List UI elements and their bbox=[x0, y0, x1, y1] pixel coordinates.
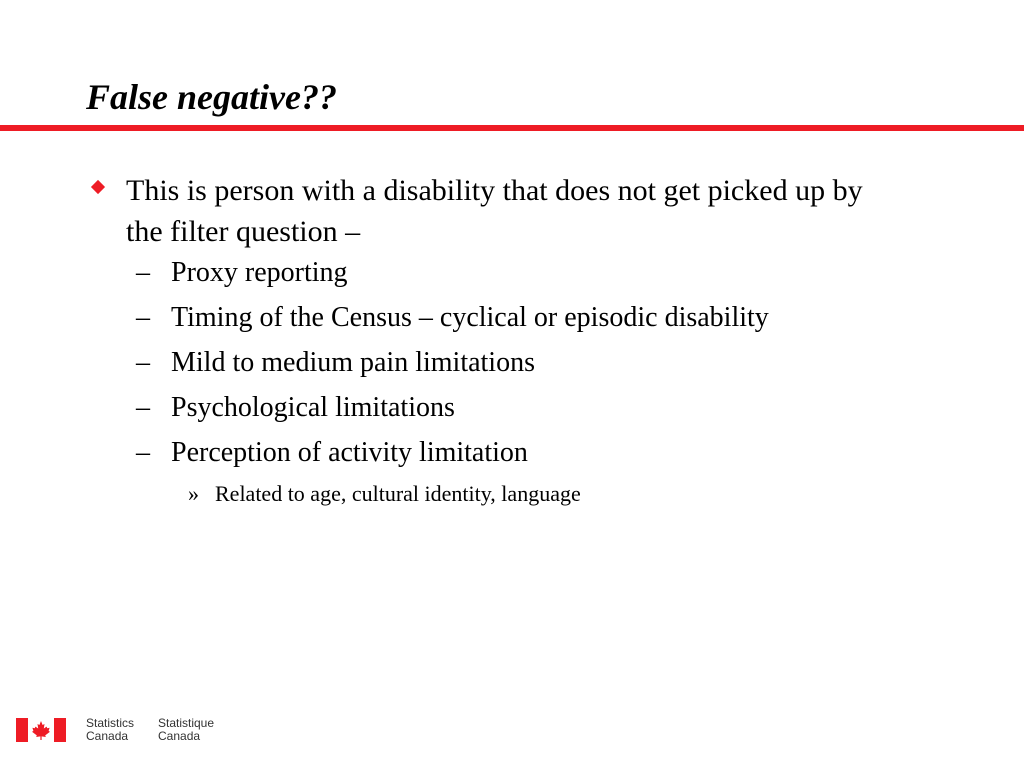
canada-flag-icon bbox=[16, 718, 66, 742]
logo-text-french bbox=[158, 717, 214, 743]
chevron-marker: » bbox=[188, 481, 199, 506]
logo-en-line1: Statistics bbox=[86, 716, 135, 730]
dash-marker: – bbox=[136, 437, 150, 468]
dash-marker: – bbox=[136, 347, 150, 378]
statistics-canada-logo bbox=[16, 716, 236, 746]
sub-bullet-text: Mild to medium pain limitations bbox=[171, 347, 535, 378]
sub-bullet-text: Perception of activity limitation bbox=[171, 437, 528, 468]
logo-text-english bbox=[86, 717, 134, 743]
sub-sub-bullet-text: Related to age, cultural identity, language bbox=[215, 481, 581, 506]
logo-fr-line2: Canada bbox=[158, 729, 201, 743]
slide-title: False negative?? bbox=[86, 77, 337, 117]
sub-bullet-item bbox=[136, 390, 936, 435]
logo-en-line2: Canada bbox=[86, 729, 129, 743]
dash-marker: – bbox=[136, 257, 150, 288]
sub-bullet-item bbox=[136, 300, 936, 345]
main-bullet-text: This is person with a disability that does not get picked up by the filter question – bbox=[126, 174, 863, 248]
sub-bullet-text: Psychological limitations bbox=[171, 392, 455, 423]
sub-bullet-item bbox=[136, 345, 936, 390]
dash-marker: – bbox=[136, 302, 150, 333]
sub-bullet-text: Timing of the Census – cyclical or episodic disability bbox=[171, 302, 769, 333]
sub-bullet-list bbox=[136, 255, 936, 480]
dash-marker: – bbox=[136, 392, 150, 423]
sub-bullet-item bbox=[136, 255, 936, 300]
red-diamond-icon bbox=[91, 180, 105, 194]
title-divider bbox=[0, 125, 1024, 131]
logo-fr-line1: Statistique bbox=[158, 716, 215, 730]
sub-bullet-item bbox=[136, 435, 936, 480]
sub-bullet-text: Proxy reporting bbox=[171, 257, 348, 288]
